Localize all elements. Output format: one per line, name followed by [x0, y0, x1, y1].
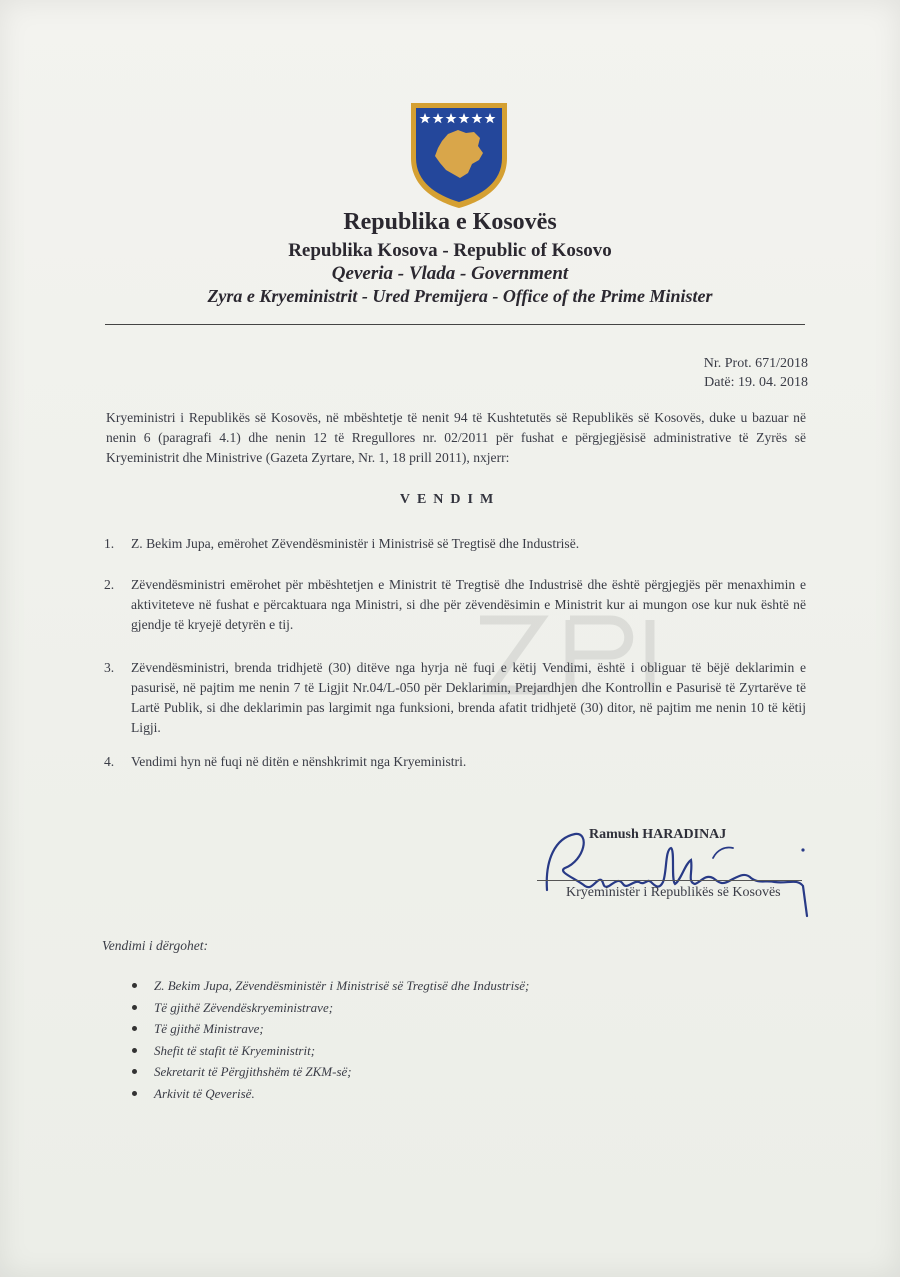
header-government: Qeveria - Vlada - Government — [331, 263, 569, 284]
header-republic-albanian: Republika e Kosovës — [343, 209, 557, 235]
bullet-icon — [132, 1091, 137, 1096]
recipient-text: Sekretarit të Përgjithshëm të ZKM-së; — [154, 1064, 352, 1079]
item-number: 3. — [104, 660, 115, 675]
recipient-text: Arkivit të Qeverisë. — [154, 1085, 255, 1101]
decision-item — [104, 534, 806, 554]
distribution-list — [132, 975, 529, 1104]
item-text: Zëvendësministri, brenda tridhjetë (30) ditëve nga hyrja në fuqi e këtij Vendimi, është i obliguar të bëjë deklarimin e pasurisë, në pajtim me nenin 7 të Ligjit Nr.04/L-050 për Deklarimin, Prejardhjen dhe Kontrollin e Pasurisë të Zyrtarëve të Lartë Publik, si dhe deklarimin pas largimit nga funksioni, brenda afatit tridhjetë (30) ditor, në pajtim me nenin 10 të këtij Ligji. — [131, 660, 806, 735]
distribution-item — [132, 1018, 529, 1040]
bullet-icon — [132, 983, 137, 988]
kosovo-coat-of-arms-icon — [408, 100, 510, 210]
distribution-item — [132, 1061, 529, 1083]
watermark-icon — [470, 600, 690, 710]
signatory-role: Kryeministër i Republikës së Kosovës — [566, 885, 781, 900]
protocol-number: Nr. Prot. 671/2018 — [703, 356, 808, 371]
signatory-name: Ramush HARADINAJ — [589, 827, 727, 842]
bullet-icon — [132, 1048, 137, 1053]
decision-item — [104, 658, 806, 738]
item-number: 1. — [104, 536, 115, 551]
distribution-item — [132, 1040, 529, 1062]
decision-item — [104, 752, 806, 772]
item-number: 4. — [104, 754, 115, 769]
bullet-icon — [132, 1005, 137, 1010]
recipient-text: Z. Bekim Jupa, Zëvendësministër i Ministrisë së Tregtisë dhe Industrisë; — [154, 978, 530, 993]
decision-title: VENDIM — [399, 492, 501, 507]
item-number: 2. — [104, 577, 115, 592]
item-text: Zëvendësministri emërohet për mbështetjen e Ministrit të Tregtisë dhe Industrisë dhe është përgjegjës për menaxhimin e aktiviteteve në fushat e përcaktuara nga Ministri, si dhe për zëvendësimin e Ministrit kur ai mungon ose kur nuk është në gjendje të kryejë detyrën e tij. — [131, 577, 806, 632]
protocol-date: Datë: 19. 04. 2018 — [704, 375, 808, 390]
distribution-item — [132, 1083, 529, 1105]
bullet-icon — [132, 1026, 137, 1031]
intro-paragraph: Kryeministri i Republikës së Kosovës, në mbështetje të nenit 94 të Kushtetutës së Republikës së Kosovës, duke u bazuar në nenin 6 (paragrafi 4.1) dhe nenin 12 të Rregullores nr. 02/2011 për fushat e përgjegjësisë administrative të Zyrës së Kryeministrit dhe Ministrive (Gazeta Zyrtare, Nr. 1, 18 prill 2011), nxjerr: — [106, 410, 806, 465]
recipient-text: Të gjithë Ministrave; — [154, 1021, 264, 1036]
distribution-item — [132, 997, 529, 1019]
decision-item — [104, 575, 806, 635]
recipient-text: Të gjithë Zëvendëskryeministrave; — [154, 999, 334, 1015]
distribution-item — [132, 975, 529, 997]
distribution-heading: Vendimi i dërgohet: — [102, 938, 208, 953]
bullet-icon — [132, 1069, 137, 1074]
signature-line — [537, 880, 802, 881]
item-text: Vendimi hyn në fuqi në ditën e nënshkrimit nga Kryeministri. — [131, 754, 467, 769]
item-text: Z. Bekim Jupa, emërohet Zëvendësministër i Ministrisë së Tregtisë dhe Industrisë. — [131, 536, 580, 551]
recipient-text: Shefit të stafit të Kryeministrit; — [154, 1042, 316, 1058]
header-office: Zyra e Kryeministrit - Ured Premijera - Office of the Prime Minister — [207, 286, 713, 306]
protocol-block — [704, 354, 808, 392]
header-republic-multilingual: Republika Kosova - Republic of Kosovo — [288, 240, 612, 261]
header-divider — [105, 324, 805, 325]
